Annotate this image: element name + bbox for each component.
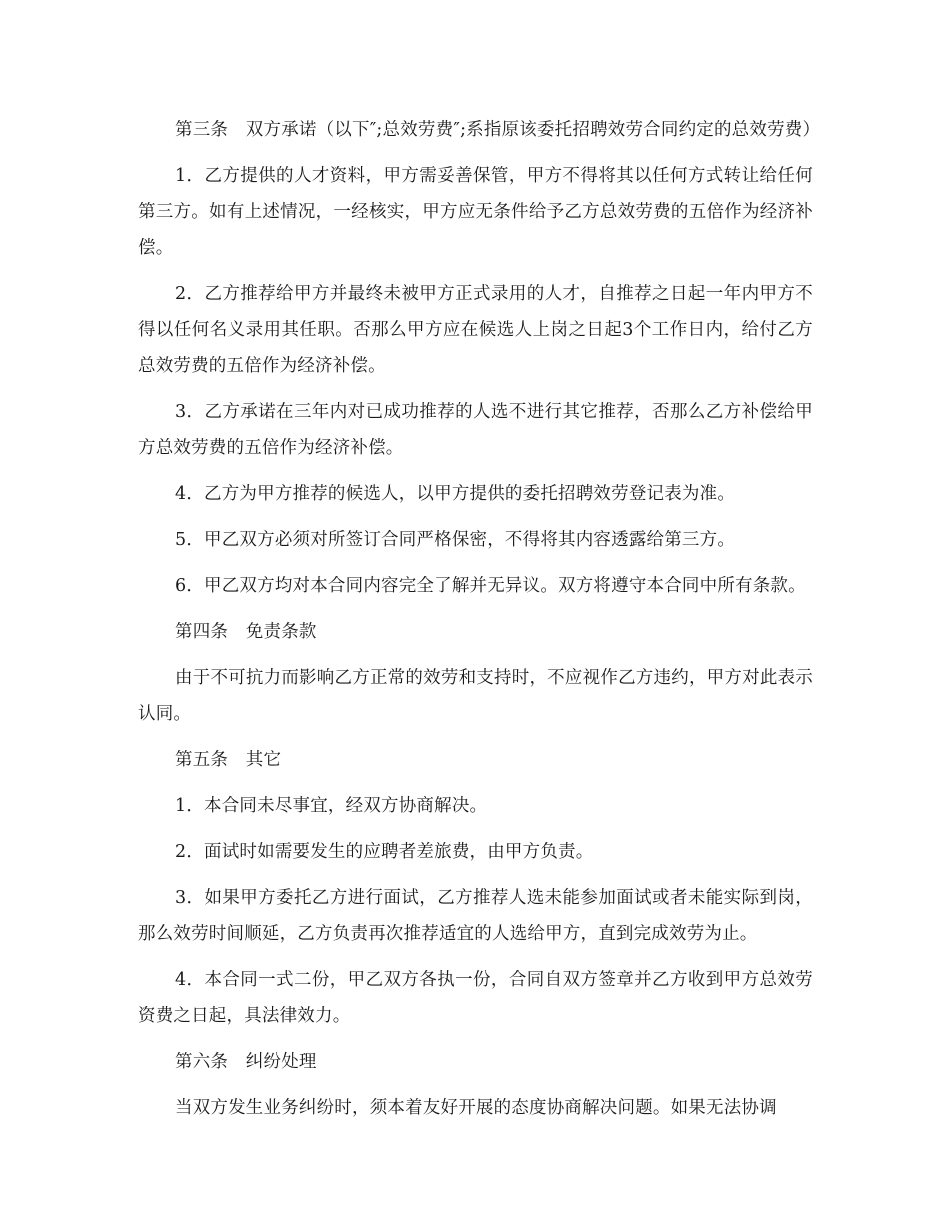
article-6-body: 当双方发生业务纠纷时，须本着友好开展的态度协商解决问题。如果无法协调 — [175, 1098, 777, 1118]
article-3-clause-1: 1．乙方提供的人才资料，甲方需妥善保管，甲方不得将其以任何方式转让给任何第三方。如有上述情况，一经核实，甲方应无条件给予乙方总效劳费的五倍作为经济补偿。 — [138, 166, 813, 258]
article-4-body: 由于不可抗力而影响乙方正常的效劳和支持时，不应视作乙方违约，甲方对此表示认同。 — [138, 668, 813, 724]
article-5-clause-1: 1．本合同未尽事宜，经双方协商解决。 — [175, 796, 488, 816]
article-3-heading: 第三条 双方承诺（以下″;总效劳费″;系指原该委托招聘效劳合同约定的总效劳费） — [175, 120, 821, 140]
article-6-heading: 第六条 纠纷处理 — [175, 1052, 317, 1072]
article-5-clause-3: 3．如果甲方委托乙方进行面试，乙方推荐人选未能参加面试或者未能实际到岗，那么效劳时间顺延，乙方负责再次推荐适宜的人选给甲方，直到完成效劳为止。 — [138, 888, 813, 944]
article-3-clause-6: 6．甲乙双方均对本合同内容完全了解并无异议。双方将遵守本合同中所有条款。 — [175, 576, 806, 596]
article-5-clause-2: 2．面试时如需要发生的应聘者差旅费，由甲方负责。 — [175, 842, 594, 862]
article-3-clause-5: 5．甲乙双方必须对所签订合同严格保密，不得将其内容透露给第三方。 — [175, 530, 736, 550]
article-3-clause-4: 4．乙方为甲方推荐的候选人，以甲方提供的委托招聘效劳登记表为准。 — [175, 484, 736, 504]
document-body — [138, 112, 821, 1136]
article-5-clause-4: 4．本合同一式二份，甲乙双方各执一份，合同自双方签章并乙方收到甲方总效劳资费之日起，具法律效力。 — [138, 970, 813, 1026]
article-3-clause-3: 3．乙方承诺在三年内对已成功推荐的人选不进行其它推荐，否那么乙方补偿给甲方总效劳费的五倍作为经济补偿。 — [138, 402, 813, 458]
article-4-heading: 第四条 免责条款 — [175, 622, 317, 642]
article-5-heading: 第五条 其它 — [175, 750, 282, 770]
article-3-clause-2: 2．乙方推荐给甲方并最终未被甲方正式录用的人才，自推荐之日起一年内甲方不得以任何名义录用其任职。否那么甲方应在候选人上岗之日起3个工作日内，给付乙方总效劳费的五倍作为经济补偿。 — [138, 284, 813, 376]
